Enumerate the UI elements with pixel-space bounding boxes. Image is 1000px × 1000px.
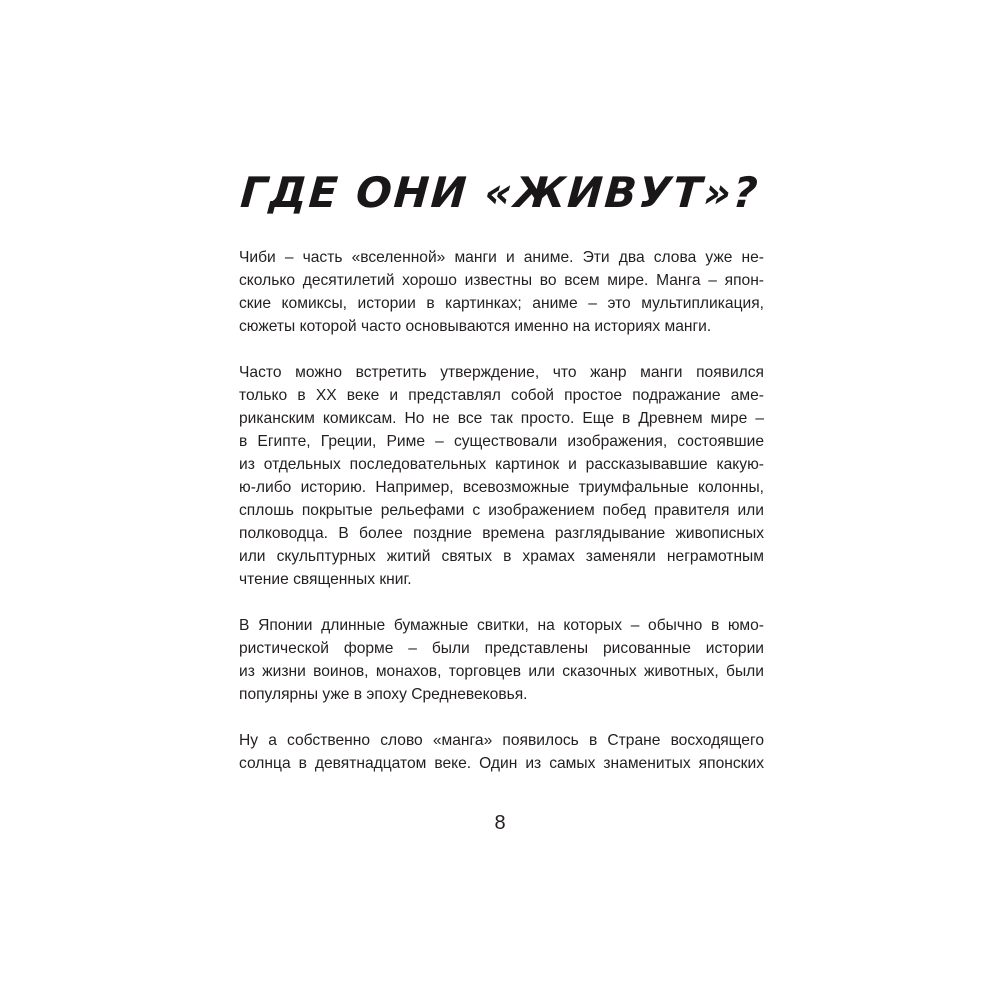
text-line: чтение священных книг. xyxy=(239,571,412,588)
body-text xyxy=(239,246,764,775)
text-line: сколько десятилетий хорошо известны во всем мире. Манга – япон- xyxy=(239,272,764,289)
text-line: сплошь покрытые рельефами с изображением побед правителя или xyxy=(239,502,764,519)
text-line: популярны уже в эпоху Средневековья. xyxy=(239,686,528,703)
text-line: в Египте, Греции, Риме – существовали изображения, состоявшие xyxy=(239,433,764,450)
text-line: солнца в девятнадцатом веке. Один из самых знаменитых японских xyxy=(239,755,764,772)
text-line: Ну а собственно слово «манга» появилось в Стране восходящего xyxy=(239,732,764,749)
text-line: Чиби – часть «вселенной» манги и аниме. Эти два слова уже не- xyxy=(239,249,764,266)
text-line: В Японии длинные бумажные свитки, на которых – обычно в юмо- xyxy=(239,617,764,634)
paragraph-gap xyxy=(239,591,764,614)
paragraph-gap xyxy=(239,706,764,729)
page-number: 8 xyxy=(494,812,506,834)
text-line: или скульптурных житий святых в храмах заменяли неграмотным xyxy=(239,548,764,565)
text-line: ю-либо историю. Например, всевозможные триумфальные колонны, xyxy=(239,479,764,496)
text-line: из жизни воинов, монахов, торговцев или сказочных животных, были xyxy=(239,663,764,680)
text-line: из отдельных последовательных картинок и рассказывавшие какую- xyxy=(239,456,764,473)
text-line: полководца. В более поздние времена разглядывание живописных xyxy=(239,525,764,542)
text-line: риканским комиксам. Но не все так просто. Еще в Древнем мире – xyxy=(239,410,764,427)
text-line: ристической форме – были представлены рисованные истории xyxy=(239,640,764,657)
page-title: ГДЕ ОНИ «ЖИВУТ»? xyxy=(238,168,762,217)
text-line: только в XX веке и представлял собой простое подражание аме- xyxy=(239,387,764,404)
text-line: Часто можно встретить утверждение, что жанр манги появился xyxy=(239,364,764,381)
paragraph-gap xyxy=(239,338,764,361)
text-line: ские комиксы, истории в картинках; аниме – это мультипликация, xyxy=(239,295,764,312)
text-line: сюжеты которой часто основываются именно на историях манги. xyxy=(239,318,712,335)
